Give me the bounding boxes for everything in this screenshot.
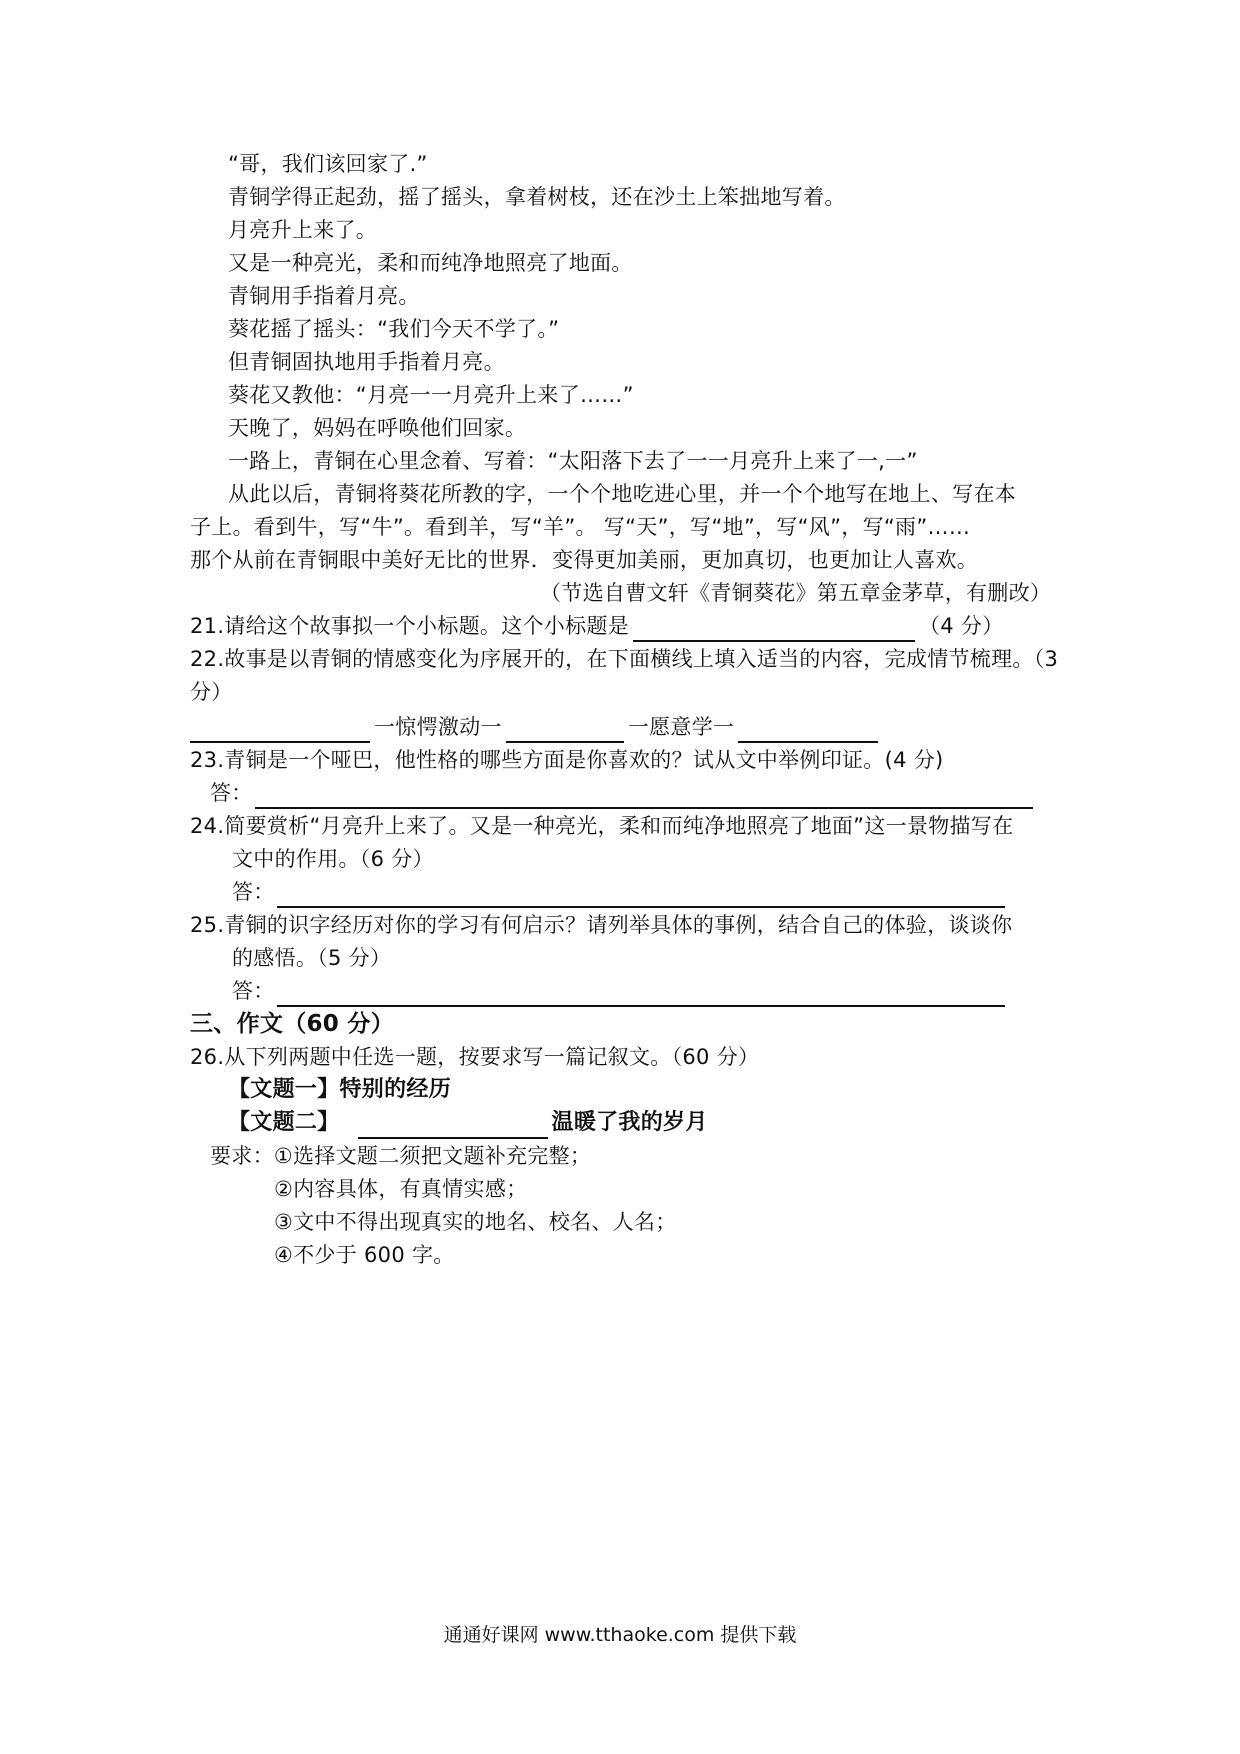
requirement-item: ③文中不得出现真实的地名、校名、人名； — [274, 1210, 677, 1234]
question-24-line2: 文中的作用。（6 分） — [232, 847, 434, 871]
answer-25 — [232, 975, 1009, 1007]
answer-24-blank[interactable] — [277, 882, 1005, 908]
question-21-score: （4 分） — [919, 614, 1004, 638]
requirements-label-text: 要求： — [210, 1144, 274, 1168]
question-22-line2: 分） — [190, 680, 233, 704]
passage-line: 一路上，青铜在心里念着、写着：“太阳落下去了一一月亮升上来了一,一” — [228, 449, 918, 473]
question-25-line1: 25.青铜的识字经历对你的学习有何启示？请列举具体的事例，结合自己的体验，谈谈你 — [190, 913, 1013, 937]
question-21-text: 21.请给这个故事拟一个小标题。这个小标题是 — [190, 614, 629, 638]
requirements-label — [210, 1140, 591, 1172]
question-21 — [190, 610, 1004, 642]
question-23: 23.青铜是一个哑巴，他性格的哪些方面是你喜欢的？试从文中举例印证。(4 分) — [190, 748, 944, 772]
passage-line: 葵花摇了摇头：“我们今天不学了。” — [228, 317, 560, 341]
requirement-item: ①选择文题二须把文题补充完整； — [273, 1144, 592, 1168]
question-24-line1: 24.简要赏析“月亮升上来了。又是一种亮光，柔和而纯净地照亮了地面”这一景物描写在 — [190, 814, 1014, 838]
requirement-item: ②内容具体，有真情实感； — [274, 1177, 528, 1201]
plot-blank-1[interactable] — [190, 717, 370, 743]
essay-topic-2-blank[interactable] — [358, 1113, 548, 1139]
answer-24 — [232, 876, 1009, 908]
passage-line: “哥，我们该回家了.” — [228, 152, 428, 176]
question-26: 26.从下列两题中任选一题，按要求写一篇记叙文。（60 分） — [190, 1045, 760, 1069]
passage-line: 青铜用手指着月亮。 — [228, 284, 420, 308]
plot-chain — [190, 711, 882, 743]
essay-topic-2-suffix: 温暖了我的岁月 — [551, 1110, 708, 1135]
essay-topic-1: 【文题一】特别的经历 — [228, 1077, 452, 1102]
question-22-line1: 22.故事是以青铜的情感变化为序展开的，在下面横线上填入适当的内容，完成情节梳理。（3 — [190, 647, 1059, 671]
passage-line: 子上。看到牛，写“牛”。看到羊，写“羊”。 写“天”，写“地”，写“风”，写“雨”…… — [190, 515, 971, 539]
passage-line: 从此以后，青铜将葵花所教的字，一个个地吃进心里，并一个个地写在地上、写在本 — [228, 482, 1017, 506]
plot-stage-1: 一惊愕激动一 — [374, 715, 502, 739]
passage-line: 青铜学得正起劲，摇了摇头，拿着树枝，还在沙土上笨拙地写着。 — [228, 185, 846, 209]
answer-25-blank[interactable] — [277, 981, 1005, 1007]
footer-credit: 通通好课网 www.tthaoke.com 提供下载 — [443, 1624, 797, 1646]
essay-topic-2 — [228, 1107, 708, 1139]
passage-line: 月亮升上来了。 — [228, 218, 378, 242]
answer-label: 答： — [210, 781, 253, 805]
question-25-line2: 的感悟。（5 分） — [232, 946, 392, 970]
passage-line: 那个从前在青铜眼中美好无比的世界．变得更加美丽，更加真切，也更加让人喜欢。 — [190, 548, 979, 572]
answer-label: 答： — [232, 979, 275, 1003]
essay-topic-2-prefix: 【文题二】 — [228, 1110, 340, 1135]
passage-line: 又是一种亮光，柔和而纯净地照亮了地面。 — [228, 251, 633, 275]
title-answer-blank[interactable] — [633, 616, 915, 642]
answer-23-blank[interactable] — [255, 783, 1033, 809]
passage-line: 但青铜固执地用手指着月亮。 — [228, 350, 505, 374]
passage-source: （节选自曹文轩《青铜葵花》第五章金茅草，有删改） — [540, 581, 1052, 605]
requirement-item: ④不少于 600 字。 — [274, 1243, 455, 1267]
passage-line: 天晚了，妈妈在呼唤他们回家。 — [228, 416, 527, 440]
passage-line: 葵花又教他：“月亮一一月亮升上来了……” — [228, 383, 634, 407]
plot-stage-2: 一愿意学一 — [627, 715, 735, 739]
section-heading: 三、作文（60 分） — [190, 1011, 395, 1037]
answer-label: 答： — [232, 880, 275, 904]
plot-blank-2[interactable] — [506, 717, 624, 743]
answer-23 — [210, 777, 1037, 809]
plot-blank-3[interactable] — [738, 717, 878, 743]
